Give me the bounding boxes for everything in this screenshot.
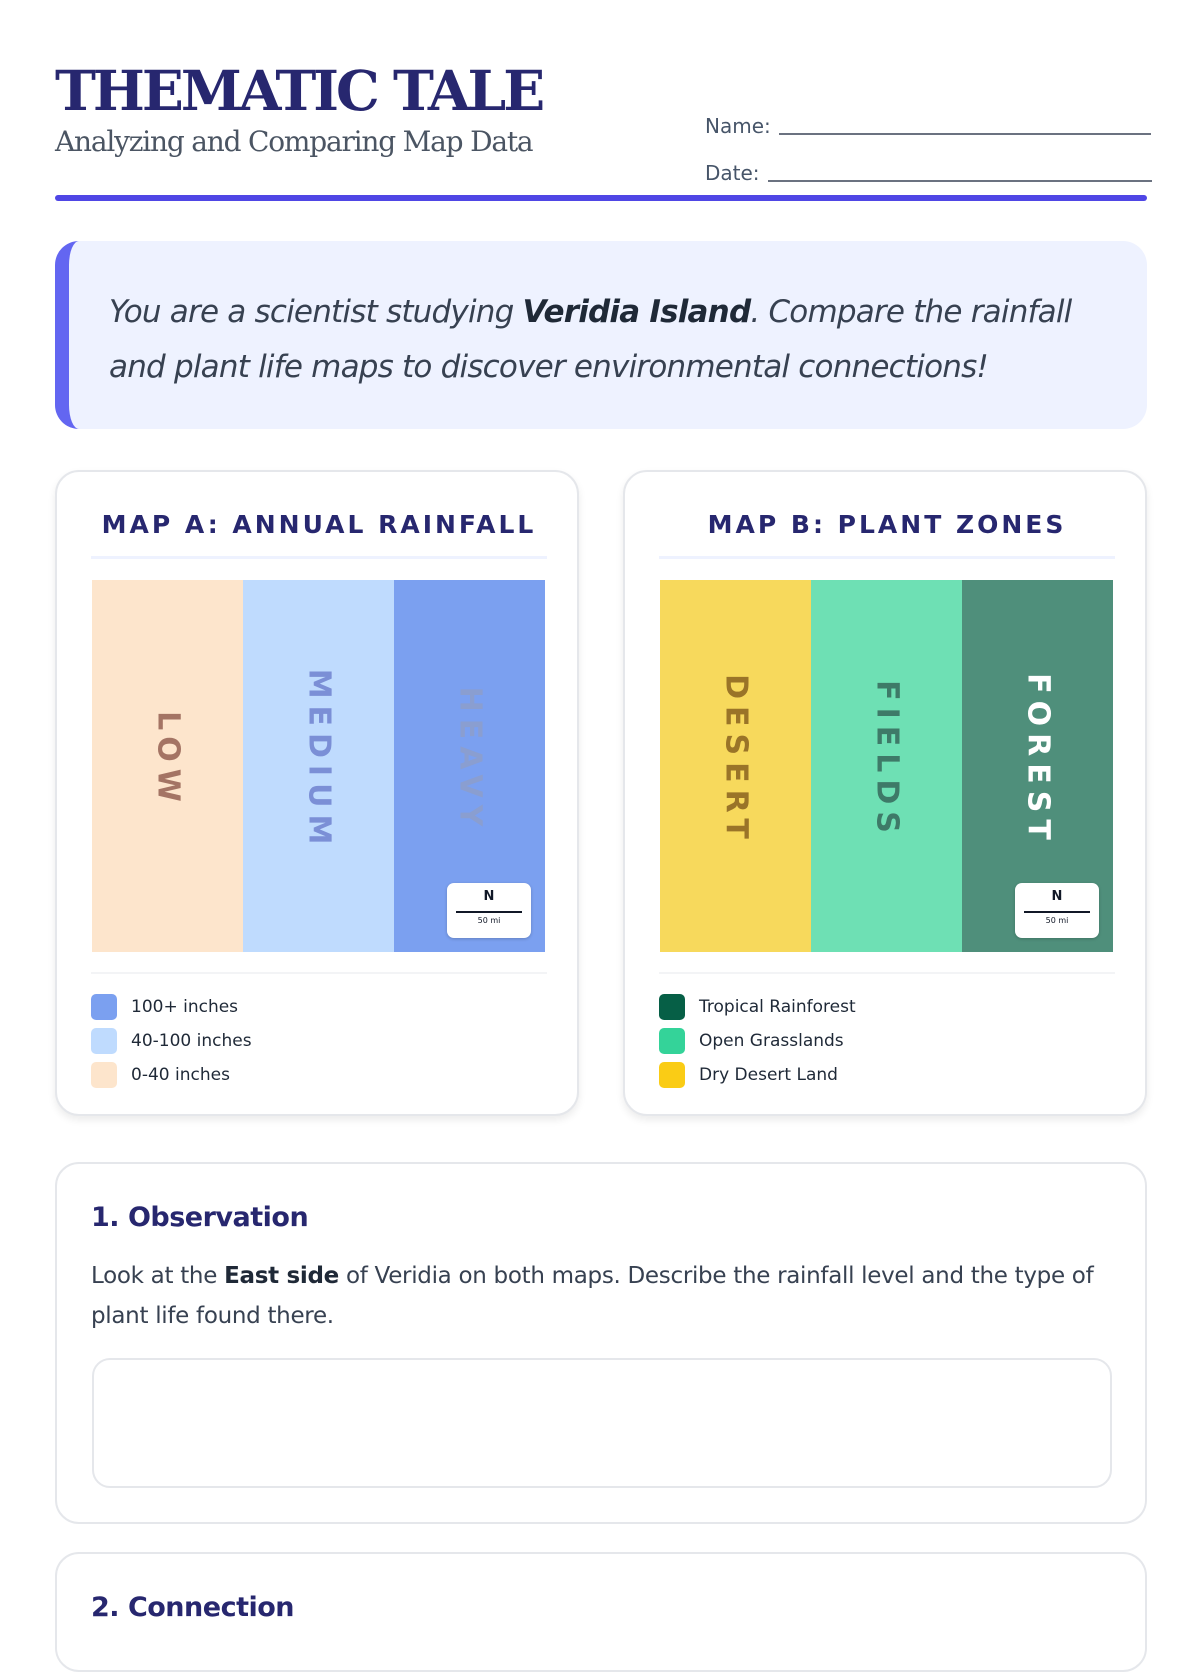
question-prompt-start: Look at the (91, 1263, 225, 1289)
question-prompt-end: of Veridia on both maps. Describe the rainfall level and the type of plant life found there. (91, 1263, 1094, 1329)
intro-text-start: You are a scientist studying (109, 294, 523, 330)
page-subtitle: Analyzing and Comparing Map Data (55, 125, 533, 158)
map-a-legend-item (91, 990, 252, 1024)
map-a-north-label: N (483, 889, 495, 904)
question-prompt-emphasis: East side (224, 1263, 339, 1289)
map-b-scale-label: 50 mi (1045, 916, 1069, 925)
legend-label: 100+ inches (131, 997, 239, 1017)
header-divider (55, 195, 1147, 201)
legend-swatch (91, 994, 117, 1020)
name-blank-line[interactable] (779, 133, 1151, 135)
map-a-title-divider (91, 556, 547, 559)
map-b-legend (659, 990, 856, 1092)
map-b-legend-divider (659, 972, 1115, 974)
map-b-scale-bar (1024, 911, 1090, 913)
legend-swatch (91, 1028, 117, 1054)
map-b-north-label: N (1051, 889, 1063, 904)
map-a-zone-medium (243, 580, 394, 952)
map-a-legend-divider (91, 972, 547, 974)
name-field[interactable] (705, 114, 1151, 138)
map-b-plant-zones-map (660, 580, 1113, 952)
page-title: THEMATIC TALE (55, 58, 543, 123)
map-a-scale-bar (456, 911, 522, 913)
map-b-zone-forest-label: FOREST (1020, 673, 1055, 847)
map-a-scale-label: 50 mi (477, 916, 501, 925)
map-b-zone-fields-label: FIELDS (869, 680, 904, 840)
question-title: 1. Observation (91, 1202, 309, 1233)
map-a-legend-item (91, 1058, 252, 1092)
worksheet-header (55, 58, 1147, 203)
question-title: 2. Connection (91, 1592, 295, 1623)
legend-swatch (659, 994, 685, 1020)
map-b-card (623, 470, 1147, 1116)
map-a-zone-medium-label: MEDIUM (301, 668, 336, 852)
map-b-zone-desert (660, 580, 811, 952)
map-a-card (55, 470, 579, 1116)
map-b-legend-item (659, 990, 856, 1024)
map-a-zone-low (92, 580, 243, 952)
legend-swatch (659, 1028, 685, 1054)
legend-swatch (659, 1062, 685, 1088)
name-label: Name: (705, 114, 771, 138)
question-prompt (91, 1256, 1111, 1336)
map-a-zone-heavy-label: HEAVY (452, 686, 487, 834)
legend-label: Tropical Rainforest (699, 997, 856, 1017)
map-a-legend-item (91, 1024, 252, 1058)
intro-text (109, 285, 1107, 395)
map-b-title-divider (659, 556, 1115, 559)
date-label: Date: (705, 161, 760, 185)
question-card (55, 1552, 1147, 1672)
intro-text-end: . Compare the rainfall and plant life maps to discover environmental connections! (109, 294, 1072, 385)
date-field[interactable] (705, 161, 1152, 185)
map-a-zone-low-label: LOW (150, 711, 185, 809)
intro-emphasis: Veridia Island (522, 294, 751, 330)
legend-label: 0-40 inches (131, 1065, 230, 1085)
intro-callout (55, 241, 1147, 429)
legend-label: 40-100 inches (131, 1031, 252, 1051)
map-b-compass (1015, 883, 1099, 938)
map-a-rainfall-map (92, 580, 545, 952)
map-b-title: MAP B: PLANT ZONES (707, 510, 1067, 539)
answer-box[interactable] (92, 1358, 1112, 1488)
map-b-legend-item (659, 1024, 856, 1058)
legend-label: Open Grasslands (699, 1031, 844, 1051)
map-b-zone-desert-label: DESERT (718, 674, 753, 846)
map-a-legend (91, 990, 252, 1092)
legend-swatch (91, 1062, 117, 1088)
question-card (55, 1162, 1147, 1524)
date-blank-line[interactable] (768, 180, 1152, 182)
legend-label: Dry Desert Land (699, 1065, 838, 1085)
map-a-title: MAP A: ANNUAL RAINFALL (101, 510, 537, 539)
map-b-zone-fields (811, 580, 962, 952)
map-b-legend-item (659, 1058, 856, 1092)
map-a-compass (447, 883, 531, 938)
